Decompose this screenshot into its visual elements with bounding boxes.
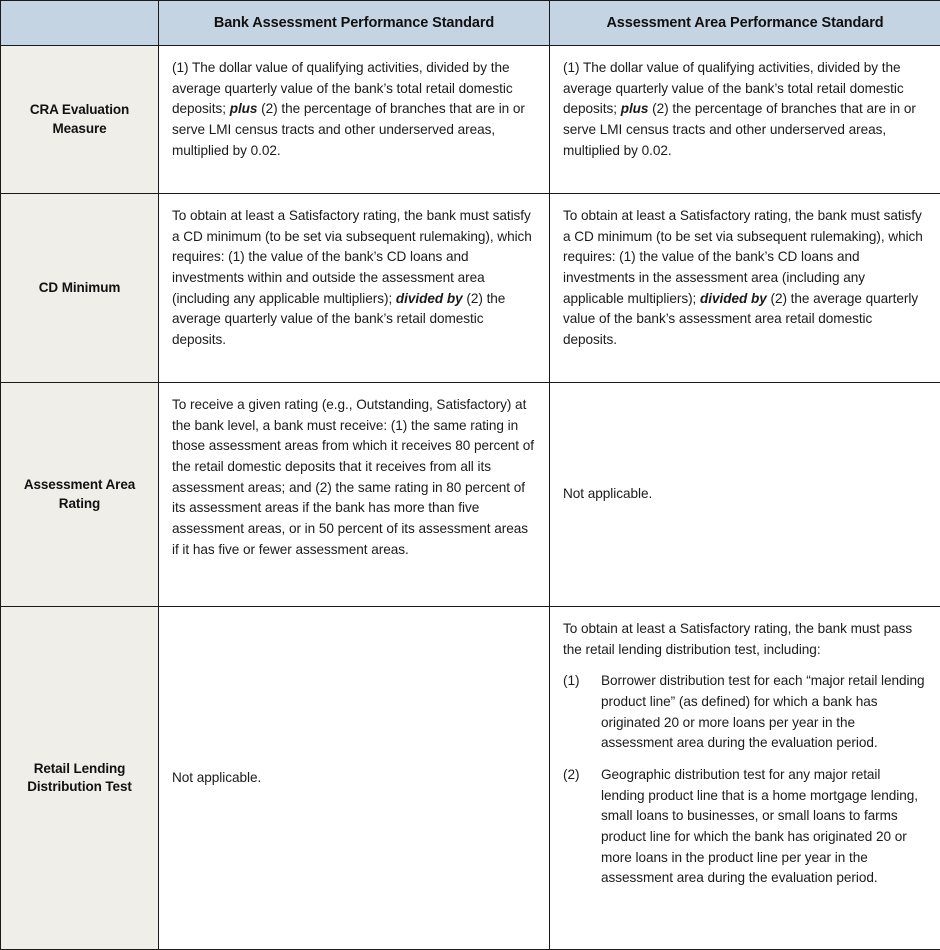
body-text: Not applicable. bbox=[563, 486, 652, 501]
table-corner-cell bbox=[1, 1, 159, 46]
cell-paragraph bbox=[563, 484, 926, 505]
body-text: To obtain at least a Satisfactory rating, the bank must pass the retail lending distribution test, including: bbox=[563, 621, 912, 657]
body-text: To obtain at least a Satisfactory rating, the bank must satisfy a CD minimum (to be set via subsequent rulemaking), which requires: (1) the value of the bank’s CD loans and investments within and outside the assessment area (including any applicable multipliers); bbox=[172, 208, 532, 306]
cell-paragraph bbox=[172, 58, 535, 161]
cell-paragraph bbox=[172, 206, 535, 351]
cell-paragraph bbox=[563, 619, 926, 660]
emphasized-text: divided by bbox=[700, 291, 767, 306]
cell-paragraph bbox=[563, 206, 926, 351]
body-text: (2) the percentage of branches that are in or serve LMI census tracts and other underserved areas, multiplied by 0.02. bbox=[563, 101, 916, 157]
cell-cd-bank bbox=[159, 194, 550, 383]
numbered-list-item bbox=[563, 765, 926, 889]
table-row bbox=[1, 46, 940, 194]
table-row bbox=[1, 383, 940, 607]
list-item-text: Borrower distribution test for each “major retail lending product line” (as defined) for which a bank has originated 20 or more loans per year in the assessment area during the evaluation period. bbox=[601, 673, 925, 750]
body-text: To obtain at least a Satisfactory rating, the bank must satisfy a CD minimum (to be set via subsequent rulemaking), which requires: (1) the value of the bank’s CD loans and investments in the assessment area (including any applicable multipliers); bbox=[563, 208, 923, 306]
body-text: (1) The dollar value of qualifying activities, divided by the average quarterly value of the bank’s total retail domestic deposits; bbox=[563, 60, 904, 116]
list-item-marker: (1) bbox=[563, 671, 579, 692]
row-label-cra-evaluation-measure: CRA Evaluation Measure bbox=[1, 46, 159, 194]
list-item-marker: (2) bbox=[563, 765, 579, 786]
cell-rldt-area bbox=[550, 607, 940, 950]
cell-cra-area bbox=[550, 46, 940, 194]
emphasized-text: plus bbox=[621, 101, 649, 116]
emphasized-text: plus bbox=[230, 101, 258, 116]
body-text: (2) the average quarterly value of the bank’s retail domestic deposits. bbox=[172, 291, 505, 347]
cell-aar-area bbox=[550, 383, 940, 607]
body-text: (2) the average quarterly value of the bank’s assessment area retail domestic deposits. bbox=[563, 291, 918, 347]
cell-cra-bank bbox=[159, 46, 550, 194]
row-label-assessment-area-rating: Assessment Area Rating bbox=[1, 383, 159, 607]
table-row bbox=[1, 194, 940, 383]
table-header-row bbox=[1, 1, 940, 46]
column-header-bank-assessment: Bank Assessment Performance Standard bbox=[159, 1, 550, 46]
body-text: Not applicable. bbox=[172, 770, 261, 785]
cell-cd-area bbox=[550, 194, 940, 383]
cell-rldt-bank bbox=[159, 607, 550, 950]
body-text: (2) the percentage of branches that are in or serve LMI census tracts and other underserved areas, multiplied by 0.02. bbox=[172, 101, 525, 157]
cell-paragraph bbox=[172, 395, 535, 560]
numbered-list-item bbox=[563, 671, 926, 754]
row-label-retail-lending-distribution-test: Retail Lending Distribution Test bbox=[1, 607, 159, 950]
emphasized-text: divided by bbox=[396, 291, 463, 306]
table-body bbox=[1, 46, 940, 950]
column-header-assessment-area: Assessment Area Performance Standard bbox=[550, 1, 940, 46]
numbered-list bbox=[563, 671, 926, 889]
body-text: (1) The dollar value of qualifying activities, divided by the average quarterly value of the bank’s total retail domestic deposits; bbox=[172, 60, 513, 116]
cell-aar-bank bbox=[159, 383, 550, 607]
body-text: To receive a given rating (e.g., Outstanding, Satisfactory) at the bank level, a bank must receive: (1) the same rating in those assessment areas from which it receives 80 percent of the retail domestic deposits that it receives from all its assessment areas; and (2) the same rating in 80 percent of its assessment areas if the bank has more than five assessment areas, or in 50 percent of its assessment areas if it has five or fewer assessment areas. bbox=[172, 397, 534, 557]
table-row bbox=[1, 607, 940, 950]
cell-paragraph bbox=[172, 768, 535, 789]
list-item-text: Geographic distribution test for any major retail lending product line that is a home mortgage lending, small loans to businesses, or small loans to farms product line for which the bank has originated 20 or more loans in the product line per year in the assessment area during the evaluation period. bbox=[601, 767, 918, 885]
cell-paragraph bbox=[563, 58, 926, 161]
row-label-cd-minimum: CD Minimum bbox=[1, 194, 159, 383]
table-header bbox=[1, 1, 940, 46]
